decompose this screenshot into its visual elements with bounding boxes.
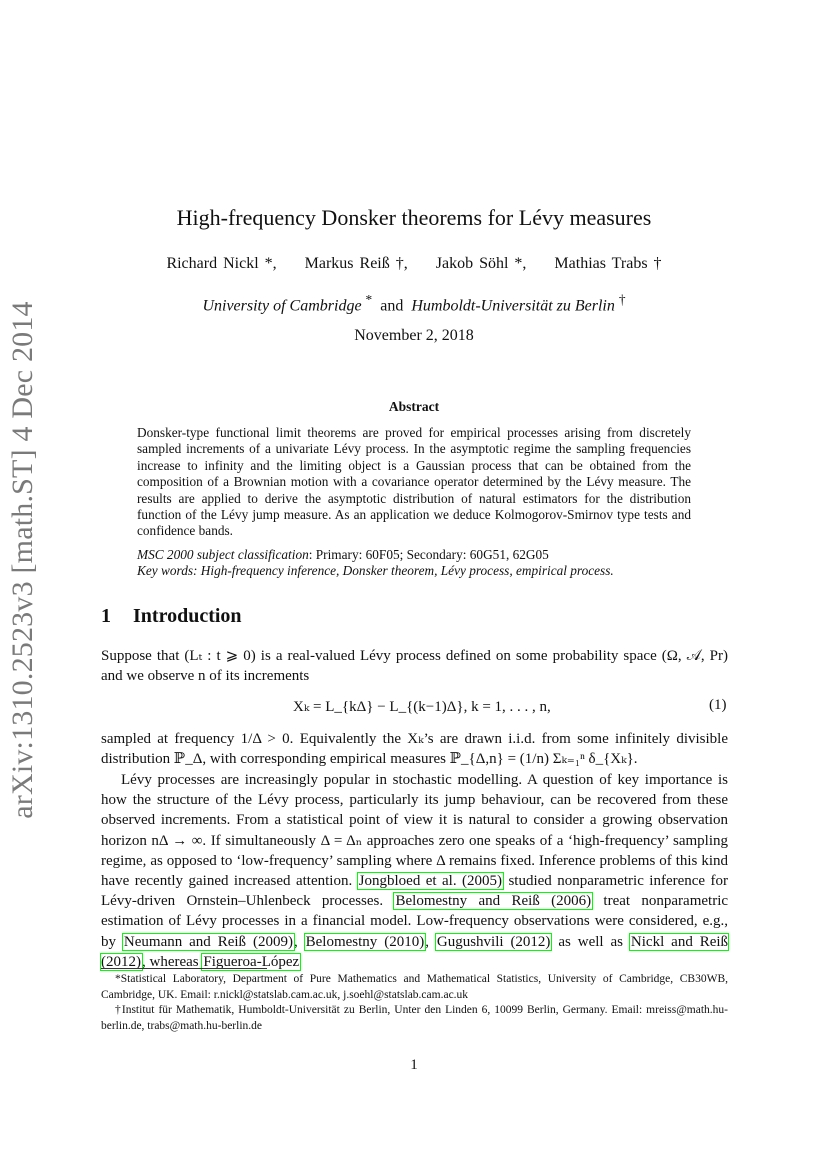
msc-label: MSC 2000 subject classification: [137, 547, 309, 562]
paper-date: November 2, 2018: [354, 327, 474, 344]
msc-line: [137, 547, 697, 563]
author-name: Richard Nickl *,: [166, 255, 277, 272]
section-title: Introduction: [133, 605, 242, 627]
footnote-2: †Institut für Mathematik, Humboldt-Universität zu Berlin, Unter den Linden 6, 10099 Berlin, Germany. Email: mreiss@math.hu-berlin.de, trabs@math.hu-berlin.de: [101, 1004, 728, 1032]
affiliation-and: and: [380, 297, 404, 315]
paragraph-2: sampled at frequency 1/Δ > 0. Equivalently the Xₖ’s are drawn i.i.d. from some infinitely divisible distribution ℙ_Δ, with corresponding empirical measures ℙ_{Δ,n} = (1/n) Σₖ₌₁ⁿ δ_{Xₖ}.: [101, 731, 728, 768]
author-list: [0, 255, 828, 273]
paragraph-text: as well as: [558, 933, 623, 950]
paragraph-text: , whereas: [142, 953, 199, 970]
citation-link[interactable]: Gugushvili (2012): [436, 933, 551, 950]
affiliation-humboldt: Humboldt-Universität zu Berlin: [411, 297, 615, 315]
section-heading: [101, 605, 242, 628]
paragraph-text: treat nonparametric estimation of Lévy processes in a financial model. Low-frequency observations were considered, e.g., by: [101, 893, 729, 950]
citation-link[interactable]: Jongbloed et al. (2005): [358, 873, 503, 890]
paragraph-1: Suppose that (Lₜ : t ⩾ 0) is a real-valued Lévy process defined on some probability space (Ω, 𝒜, Pr) and we observe n of its increments: [101, 648, 728, 685]
citation-link[interactable]: Figueroa-López: [203, 953, 300, 970]
author-name: Mathias Trabs †: [554, 255, 662, 272]
arxiv-id-text: arXiv:1310.2523v3 [math.ST] 4 Dec 2014: [6, 301, 39, 819]
page-number: 1: [410, 1057, 418, 1073]
footnote-1: *Statistical Laboratory, Department of Pure Mathematics and Mathematical Statistics, University of Cambridge, CB30WB, Cambridge, UK. Email: r.nickl@statslab.cam.ac.uk, j.soehl@statslab.cam.ac.uk: [101, 973, 728, 1001]
footnotes: [101, 972, 728, 1034]
affiliations: [0, 292, 828, 315]
section-number: 1: [101, 605, 111, 627]
citation-link[interactable]: Belomestny (2010): [305, 933, 425, 950]
equation-formula: Xₖ = L_{kΔ} − L_{(k−1)Δ}, k = 1, . . . , n,: [293, 699, 551, 715]
citation-link[interactable]: Nickl and Reiß (2012): [101, 933, 729, 970]
citation-link[interactable]: Neumann and Reiß (2009): [123, 933, 293, 950]
paper-title: High-frequency Donsker theorems for Lévy measures: [176, 205, 652, 230]
affiliation-cambridge: University of Cambridge: [202, 297, 362, 315]
abstract-text: Donsker-type functional limit theorems are proved for empirical processes arising from discretely sampled increments of a univariate Lévy process. In the asymptotic regime the sampling frequencies increase to infinity and the limiting object is a Gaussian process that can be obtained from the composition of a Brownian motion with a covariance operator determined by the Lévy measure. The results are applied to derive the asymptotic distribution of natural estimators for the distribution function of the Lévy jump measure. As an application we deduce Kolmogorov-Smirnov type tests and confidence bands.: [137, 425, 691, 539]
classification-block: [137, 547, 697, 580]
paragraph-text: Lévy processes are increasingly popular in stochastic modelling. A question of key importance is how the structure of the Lévy process, particularly its jump behaviour, can be recovered from these observed increments. From a statistical point of view it is natural to consider a growing observation horizon nΔ → ∞. If simultaneously Δ = Δₙ approaches zero one speaks of a ‘high-frequency’ sampling regime, as opposed to ‘low-frequency’ sampling where Δ remains fixed. Inference problems of this kind have recently gained increased attention.: [101, 772, 728, 890]
footnote-rule: [101, 968, 267, 969]
keywords-line: [137, 563, 697, 579]
abstract-heading: Abstract: [388, 399, 440, 414]
citation-link[interactable]: Belomestny and Reiß (2006): [395, 893, 592, 910]
paragraph-3: Lévy processes are increasingly popular in stochastic modelling. A question of key importance is how the structure of the Lévy process, particularly its jump behaviour, can be recovered from these observed increments. From a statistical point of view it is natural to consider a growing observation horizon nΔ → ∞. If simultaneously Δ = Δₙ approaches zero one speaks of a ‘high-frequency’ sampling regime, as opposed to ‘low-frequency’ sampling where Δ remains fixed. Inference problems of this kind have recently gained increased attention. Jongbloed et al. (2005) studied nonparametric inference for Lévy-driven Ornstein–Uhlenbeck processes. Belomestny and Reiß (2006) treat nonparametric estimation of Lévy processes in a financial model. Low-frequency observations were considered, e.g., by Neumann and Reiß (2009), Belomestny (2010), Gugushvili (2012) as well as Nickl and Reiß (2012), whereas Figueroa-López: [101, 772, 729, 970]
msc-value: : Primary: 60F05; Secondary: 60G51, 62G05: [308, 547, 549, 562]
affiliation-mark: *: [365, 292, 373, 307]
equation-number: (1): [709, 697, 727, 713]
author-name: Jakob Söhl *,: [435, 255, 527, 272]
affiliation-mark: †: [618, 292, 626, 307]
keywords: Key words: High-frequency inference, Donsker theorem, Lévy process, empirical process.: [137, 563, 614, 579]
author-name: Markus Reiß †,: [304, 255, 408, 272]
paragraph-text: studied nonparametric inference for Lévy-driven Ornstein–Uhlenbeck processes.: [101, 873, 729, 910]
